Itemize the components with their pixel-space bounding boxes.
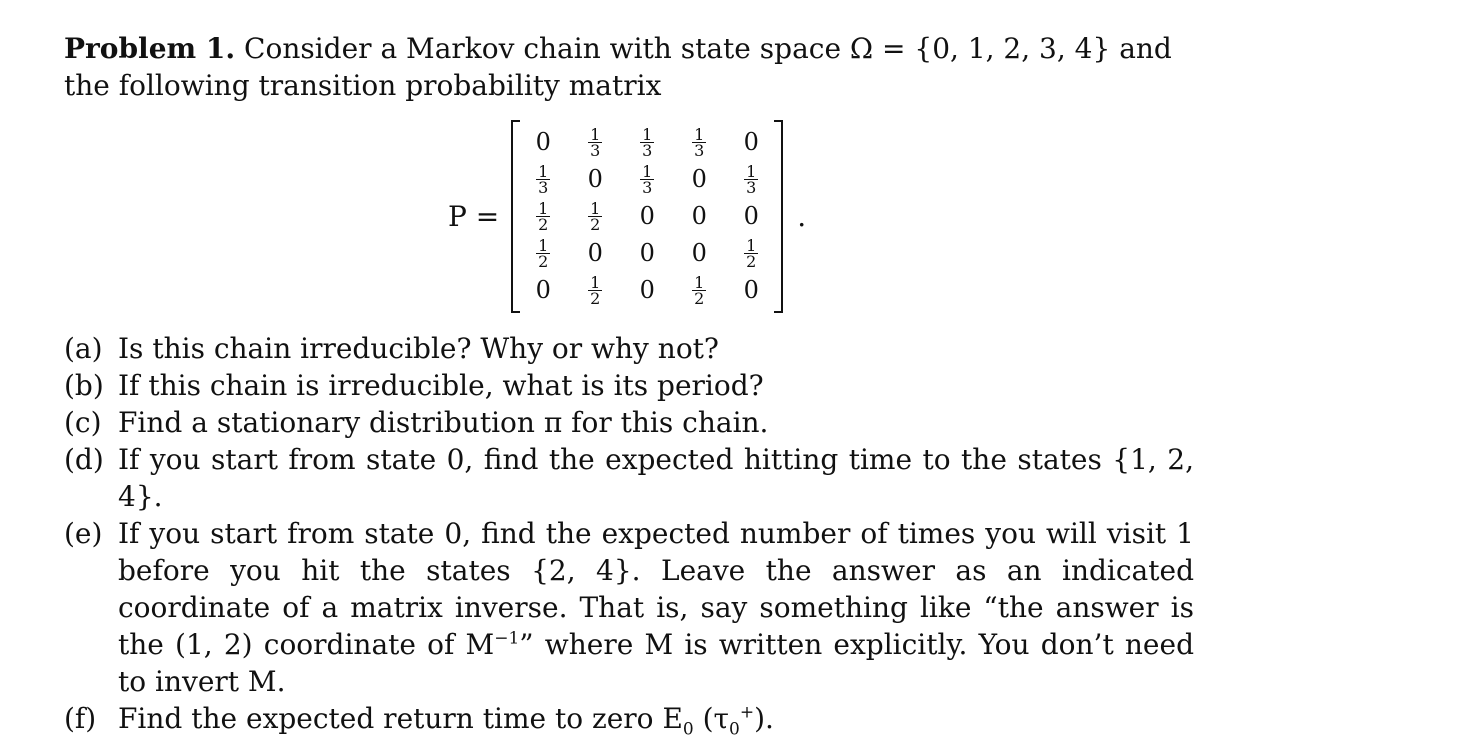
question-label: (c) — [64, 406, 102, 439]
fraction: $\frac{1}{3}$ — [694, 124, 705, 160]
question-label: (f) — [64, 702, 97, 735]
fraction: $\frac{1}{2}$ — [538, 198, 549, 234]
question-b — [64, 367, 1194, 404]
question-a — [64, 330, 1194, 367]
matrix-entry: 0 — [743, 276, 759, 304]
problem-statement — [64, 30, 1194, 104]
matrix-entry: 0 — [743, 202, 759, 230]
matrix-name: P = — [448, 199, 500, 233]
question-text: If you start from state 0, find the expected hitting time to the states {1, 2, 4}. — [118, 443, 1194, 513]
matrix-entry: 0 — [639, 202, 655, 230]
matrix-entry — [673, 124, 725, 161]
tau-subscript: 0 — [729, 719, 740, 740]
matrix-entry — [725, 161, 777, 198]
tau-superscript: + — [739, 702, 755, 723]
fraction: $\frac{1}{3}$ — [642, 161, 653, 197]
question-label: (a) — [64, 332, 103, 365]
fraction: $\frac{1}{3}$ — [746, 161, 757, 197]
matrix-entry: 0 — [743, 128, 759, 156]
left-bracket — [511, 120, 520, 313]
fraction: $\frac{1}{2}$ — [694, 272, 705, 308]
matrix-entry: 0 — [639, 239, 655, 267]
matrix-entry — [621, 161, 673, 198]
question-e — [64, 515, 1194, 700]
problem-heading: Problem 1. — [64, 32, 236, 65]
question-label: (b) — [64, 369, 104, 402]
transition-matrix — [511, 120, 783, 313]
fraction: $\frac{1}{2}$ — [590, 198, 601, 234]
matrix-entry: 0 — [691, 165, 707, 193]
matrix-entry: 0 — [535, 128, 551, 156]
fraction: $\frac{1}{3}$ — [590, 124, 601, 160]
fraction: $\frac{1}{2}$ — [590, 272, 601, 308]
fraction: $\frac{1}{3}$ — [642, 124, 653, 160]
matrix-entry — [517, 161, 569, 198]
matrix-entry — [725, 235, 777, 272]
question-text: Is this chain irreducible? Why or why not? — [118, 332, 719, 365]
matrix-entry — [569, 124, 621, 161]
question-f — [64, 700, 1194, 740]
matrix-entry — [621, 124, 673, 161]
question-c — [64, 404, 1194, 441]
matrix-entry — [517, 235, 569, 272]
matrix-entry: 0 — [691, 239, 707, 267]
matrix-entry: 0 — [691, 202, 707, 230]
question-d — [64, 441, 1194, 515]
problem-intro: Consider a Markov chain with state space Ω = {0, 1, 2, 3, 4} and the following transition probability matrix — [64, 32, 1172, 102]
question-list — [64, 330, 1194, 740]
expectation-subscript: 0 — [682, 719, 694, 740]
question-text: If this chain is irreducible, what is its period? — [118, 369, 764, 402]
fraction: $\frac{1}{3}$ — [538, 161, 549, 197]
matrix-entry — [569, 272, 621, 309]
transition-matrix-display — [448, 118, 806, 314]
question-label: (e) — [64, 517, 103, 550]
matrix-entry: 0 — [639, 276, 655, 304]
fraction: $\frac{1}{2}$ — [538, 235, 549, 271]
fraction: $\frac{1}{2}$ — [746, 235, 757, 271]
question-text: Find a stationary distribution π for this chain. — [118, 406, 769, 439]
matrix-entry: 0 — [587, 239, 603, 267]
matrix-entry: 0 — [535, 276, 551, 304]
matrix-entry: 0 — [587, 165, 603, 193]
question-text: Find the expected return time to zero $E_0$ $(\tau_0^+)$. — [118, 702, 774, 740]
matrix-entry — [673, 272, 725, 309]
matrix-entry — [569, 198, 621, 235]
question-text: If you start from state 0, find the expected number of times you will visit 1 before you hit the states {2, 4}. Leave the answer as an indicated coordinate of a matrix inverse. That is, say something like “the answer is the (1, 2) coordinate of $M^{-1}$” where M is written explicitly. You don’t need to invert M. — [118, 517, 1194, 698]
question-label: (d) — [64, 443, 104, 476]
right-bracket — [774, 120, 783, 313]
matrix-trailing-period: . — [797, 199, 807, 233]
matrix-entry — [517, 198, 569, 235]
inverse-exponent: −1 — [494, 628, 520, 649]
